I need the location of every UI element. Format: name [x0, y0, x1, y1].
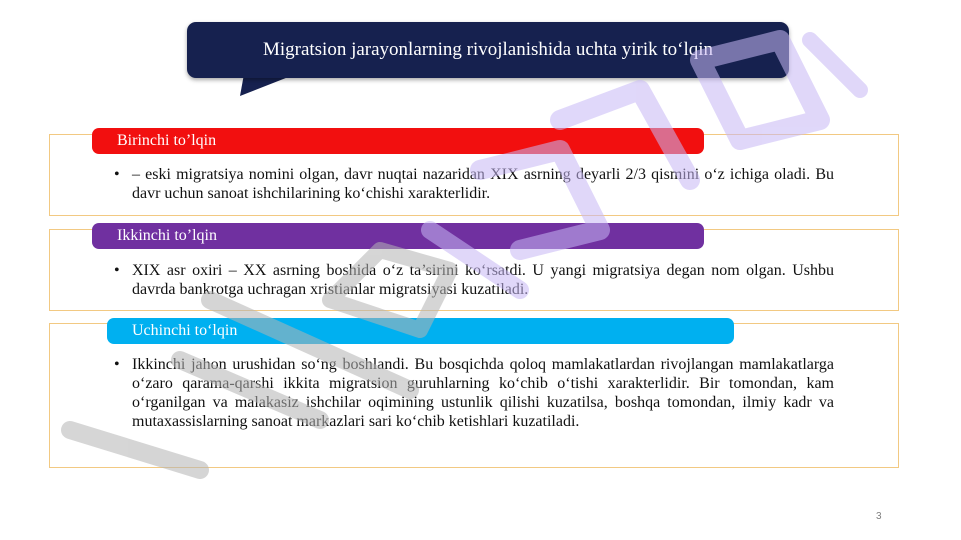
bullet-icon: • — [114, 262, 120, 279]
wave-1-text: – eski migratsiya nomini olgan, davr nuqtai nazaridan XIX asrning deyarli 2/3 qismini o‘z ichiga oladi. Bu davr uchun sanoat ishchilarining ko‘chishi xarakterlidir. — [132, 166, 834, 202]
bullet-icon: • — [114, 356, 120, 373]
wave-1-label: Birinchi to’lqin — [92, 128, 704, 154]
page-number: 3 — [876, 511, 882, 522]
wave-2-text: XIX asr oxiri – XX asrning boshida o‘z ta’sirini ko‘rsatdi. U yangi migratsiya degan nom olgan. Ushbu davrda bankrotga uchragan xristianlar migratsiyasi kuzatiladi. — [132, 262, 834, 298]
wave-2-label: Ikkinchi to’lqin — [92, 223, 704, 249]
title-callout — [187, 22, 789, 78]
wave-3-label: Uchinchi to‘lqin — [107, 318, 734, 344]
slide-title: Migratsion jarayonlarning rivojlanishida uchta yirik to‘lqin — [262, 39, 714, 60]
wave-3-text: Ikkinchi jahon urushidan so‘ng boshlandi. Bu bosqichda qoloq mamlakatlardan rivojlangan mamlakatlarga o‘zaro qarama-qarshi ikkita migratsion guruhlarning ko‘chib o‘tishi xarakterlidir. Bir tomondan, kam o‘rganilgan va malakasiz ishchilar oqimining ustunlik qilishi kuzatilsa, boshqa tomondan, ilmiy kadr va mutaxassislarning sanoat markazlari sari ko‘chib ketishlari kuzatiladi. — [132, 356, 834, 430]
wave-3-bullet — [114, 355, 834, 431]
bullet-icon: • — [114, 166, 120, 183]
wave-2-bullet — [114, 261, 834, 299]
wave-1-bullet — [114, 165, 834, 203]
